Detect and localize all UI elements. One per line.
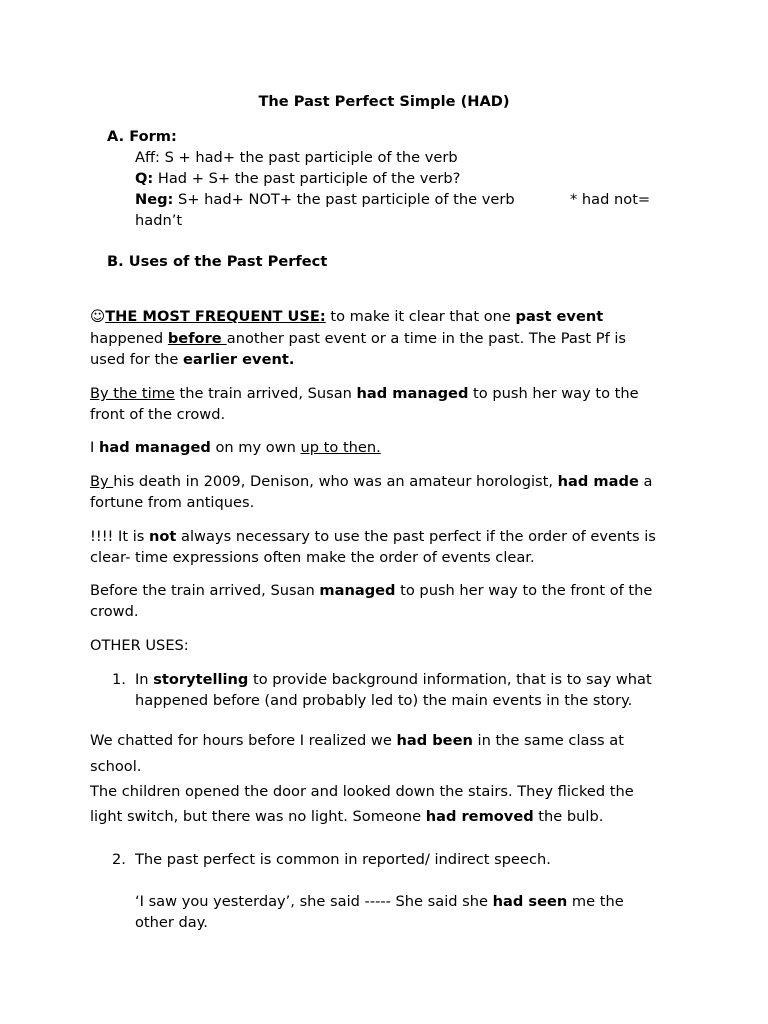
- ex1-text-2: to push her way to the: [468, 385, 639, 402]
- neg-note: * had not=: [570, 191, 651, 208]
- story-line-3: The children opened the door and looked down the stairs. They flicked the: [90, 783, 634, 800]
- note-text-1: !!!! It is: [90, 528, 150, 545]
- ex2-underline: up to then.: [300, 439, 381, 456]
- form-question: [135, 168, 460, 189]
- frequent-bold-1: past event: [515, 308, 604, 325]
- neg-text: S+ had+ NOT+ the past participle of the verb: [173, 191, 515, 208]
- story-text-2: in the same class at: [472, 732, 624, 749]
- story-line-1: [90, 730, 624, 751]
- frequent-line-3: [90, 349, 294, 370]
- neg-label: Neg:: [135, 191, 174, 208]
- frequent-line-2: [90, 328, 626, 349]
- uses-heading: B. Uses of the Past Perfect: [107, 253, 328, 270]
- other-uses-heading: OTHER USES:: [90, 637, 189, 654]
- q-text: Had + S+ the past participle of the verb?: [153, 170, 461, 187]
- example-3-line-1: [90, 471, 652, 492]
- item1-text-1: In: [135, 671, 154, 688]
- ex3-text-1: his death in 2009, Denison, who was an amateur horologist,: [113, 473, 558, 490]
- frequent-text-1: to make it clear that one: [325, 308, 516, 325]
- q-label: Q:: [135, 170, 154, 187]
- item2-bold: had seen: [492, 893, 568, 910]
- ex4-text-2: to push her way to the front of the: [395, 582, 653, 599]
- example-1-line-2: front of the crowd.: [90, 406, 226, 423]
- story-line-4: [90, 806, 603, 827]
- ex1-text-1: the train arrived, Susan: [174, 385, 357, 402]
- ex3-underline: By: [90, 473, 114, 490]
- ex2-text-2: on my own: [210, 439, 301, 456]
- ex2-text-1: I: [90, 439, 99, 456]
- frequent-text-3: another past event or a time in the past. The Past Pf is: [226, 330, 627, 347]
- item2-quote-text-2: me the: [567, 893, 624, 910]
- smiley-icon: ☺: [90, 308, 106, 325]
- item-2-quote-line-1: [135, 891, 624, 912]
- note-bold: not: [149, 528, 177, 545]
- frequent-text-4: used for the: [90, 351, 184, 368]
- item-2-text: The past perfect is common in reported/ indirect speech.: [135, 851, 551, 868]
- form-heading: A. Form:: [107, 128, 177, 145]
- story-line-2: school.: [90, 758, 142, 775]
- item1-text-2: to provide background information, that is to say what: [248, 671, 652, 688]
- item1-bold: storytelling: [153, 671, 249, 688]
- story-bold-2: had removed: [425, 808, 534, 825]
- frequent-bold-2: before: [167, 330, 227, 347]
- ex2-bold: had managed: [98, 439, 211, 456]
- frequent-line-1: [90, 306, 603, 327]
- frequent-bold-3: earlier event.: [183, 351, 295, 368]
- ex3-bold: had made: [557, 473, 639, 490]
- neg-note-cont: hadn’t: [135, 212, 183, 229]
- story-text-6: the bulb.: [533, 808, 604, 825]
- example-1-line-1: [90, 383, 639, 404]
- note-line-2: clear- time expressions often make the order of events clear.: [90, 549, 535, 566]
- form-aff: Aff: S + had+ the past participle of the verb: [135, 149, 458, 166]
- note-text-2: always necessary to use the past perfect if the order of events is: [176, 528, 656, 545]
- item-1-line-2: happened before (and probably led to) the main events in the story.: [135, 692, 633, 709]
- form-negative: [135, 189, 515, 210]
- ex1-underline: By the time: [90, 385, 175, 402]
- ex4-text-1: Before the train arrived, Susan: [90, 582, 320, 599]
- example-2: [90, 437, 381, 458]
- ex3-text-2: a: [638, 473, 653, 490]
- item-2-number: 2.: [112, 851, 126, 868]
- story-text-1: We chatted for hours before I realized we: [90, 732, 397, 749]
- example-3-line-2: fortune from antiques.: [90, 494, 255, 511]
- item-1-number: 1.: [112, 671, 126, 688]
- example-4-line-2: crowd.: [90, 603, 139, 620]
- item2-quote-text-1: ‘I saw you yesterday’, she said ----- She said she: [135, 893, 493, 910]
- page-title: The Past Perfect Simple (HAD): [258, 93, 510, 110]
- frequent-text-2: happened: [90, 330, 168, 347]
- item-2-quote-line-2: other day.: [135, 914, 208, 931]
- story-bold-1: had been: [396, 732, 473, 749]
- note-line-1: [90, 526, 656, 547]
- item-1-line-1: [135, 669, 652, 690]
- ex1-bold: had managed: [356, 385, 469, 402]
- ex4-bold: managed: [319, 582, 396, 599]
- example-4-line-1: [90, 580, 652, 601]
- story-text-5: light switch, but there was no light. Someone: [90, 808, 426, 825]
- frequent-label: THE MOST FREQUENT USE:: [105, 308, 326, 325]
